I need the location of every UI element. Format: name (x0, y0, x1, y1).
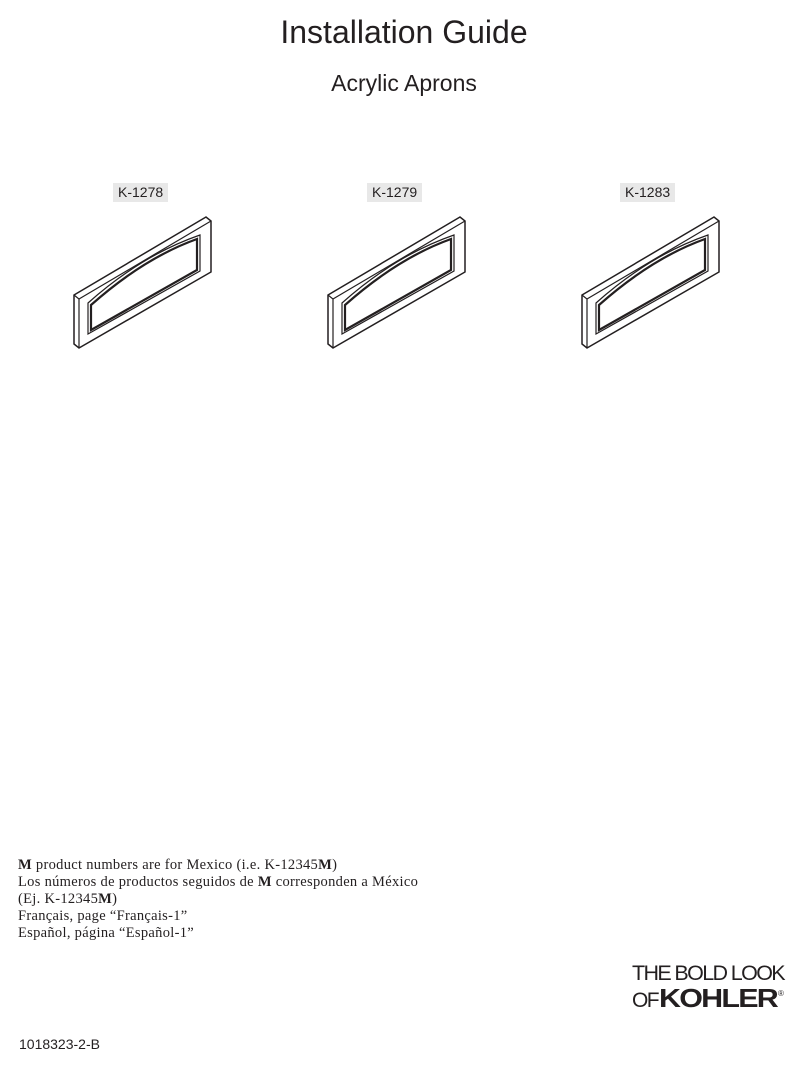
bold-m: M (18, 857, 32, 873)
page-subtitle: Acrylic Aprons (331, 70, 477, 96)
note-text: (Ej. K-12345 (18, 891, 99, 907)
note-text: ) (112, 891, 118, 907)
note-text: product numbers are for Mexico (i.e. K-12345 (32, 857, 319, 873)
note-mexico-es (18, 874, 498, 891)
note-mexico-en (18, 857, 498, 874)
model-label-k1283: K-1283 (620, 183, 675, 202)
bold-m: M (318, 857, 333, 873)
apron-illustration-k1283 (580, 215, 720, 350)
page-title: Installation Guide (280, 14, 528, 50)
note-mexico-es-example (18, 891, 498, 908)
product-number-notes (18, 857, 498, 942)
logo-name: KOHLER (659, 983, 780, 1013)
bold-m: M (98, 891, 113, 907)
note-text: corresponden a México (271, 874, 419, 890)
note-french-reference: Français, page “Français-1” (18, 908, 188, 924)
model-label-k1279: K-1279 (367, 183, 422, 202)
bold-m: M (257, 874, 272, 890)
note-spanish-reference: Español, página “Español-1” (18, 925, 195, 941)
apron-illustration-k1278 (72, 215, 212, 350)
note-text: Los números de productos seguidos de (18, 874, 258, 890)
note-text: ) (332, 857, 338, 873)
logo-registered-mark: ® (778, 989, 784, 998)
kohler-logo (630, 958, 790, 1014)
apron-illustration-k1279 (326, 215, 466, 350)
logo-tagline: THE BOLD LOOK (632, 962, 786, 985)
model-label-k1278: K-1278 (113, 183, 168, 202)
document-number: 1018323-2-B (19, 1036, 100, 1052)
logo-prefix: OF (632, 989, 658, 1012)
